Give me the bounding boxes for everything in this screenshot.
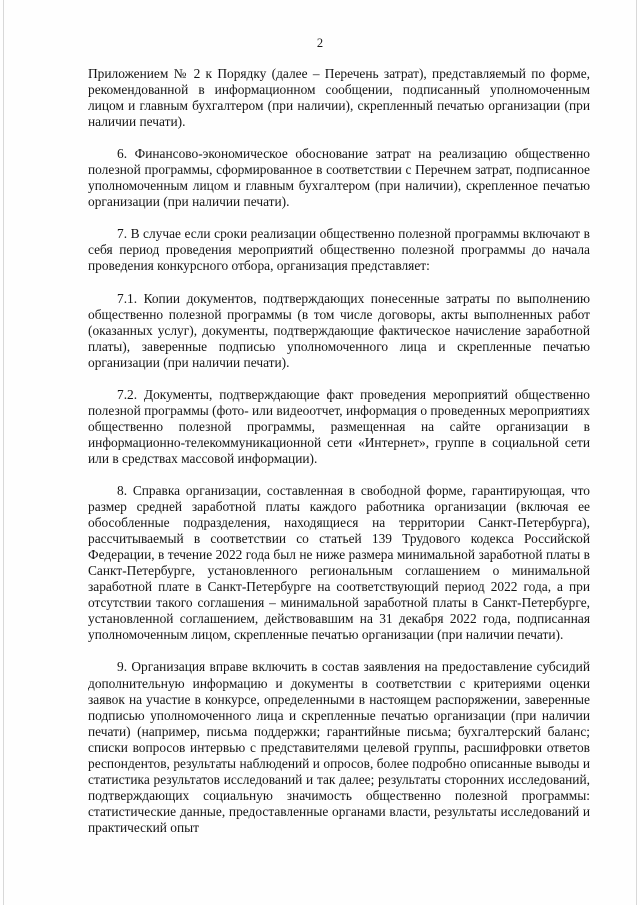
paragraph-item-6: 6. Финансово-экономическое обоснование затрат на реализацию общественно полезной программы, сформированное в соответствии с Перечнем затрат, подписанное уполномоченным лицом и главным бухгалтером (при наличии), скрепленное печатью организации (при наличии печати). xyxy=(88,146,590,210)
paragraph-item-8: 8. Справка организации, составленная в свободной форме, гарантирующая, что размер средней заработной платы каждого работника организации (включая ее обособленные подразделения, находящиеся на территории Санкт-Петербурга), рассчитываемый в соответствии со статьей 139 Трудового кодекса Российской Федерации, в течение 2022 года был не ниже размера минимальной заработной платы в Санкт-Петербурге, установленного региональным соглашением о минимальной заработной плате в Санкт-Петербурге на соответствующий период 2022 года, а при отсутствии такого соглашения – минимальной заработной платы в Санкт-Петербурге, установленной соглашением, действовавшим на 31 декабря 2022 года, подписанная уполномоченным лицом, скрепленные печатью организации (при наличии печати). xyxy=(88,482,590,643)
scan-edge-right xyxy=(636,0,637,905)
paragraph-continuation: Приложением № 2 к Порядку (далее – Перечень затрат), представляемый по форме, рекомендованной в информационном сообщении, подписанный уполномоченным лицом и главным бухгалтером (при наличии), скрепленный печатью организации (при наличии печати). xyxy=(88,66,590,130)
document-body xyxy=(88,66,590,852)
paragraph-item-7-1: 7.1. Копии документов, подтверждающих понесенные затраты по выполнению общественно полезной программы (в том числе договоры, акты выполненных работ (оказанных услуг), документы, подтверждающие фактическое начисление заработной платы), заверенные подписью уполномоченного лица и скрепленные печатью организации (при наличии печати). xyxy=(88,290,590,370)
paragraph-item-7-2: 7.2. Документы, подтверждающие факт проведения мероприятий общественно полезной программы (фото- или видеоотчет, информация о проведенных мероприятиях общественно полезной программы, размещенная на сайте организации в информационно-телекоммуникационной сети «Интернет», группе в социальной сети или в средствах массовой информации). xyxy=(88,386,590,466)
page-number: 2 xyxy=(316,36,324,50)
scan-edge-left xyxy=(3,0,4,905)
paragraph-item-9: 9. Организация вправе включить в состав заявления на предоставление субсидий дополнительную информацию и документы в соответствии с критериями оценки заявок на участие в конкурсе, определенными в настоящем распоряжении, заверенные подписью уполномоченного лица и скрепленные печатью организации (при наличии печати) (например, письма поддержки; гарантийные письма; бухгалтерский баланс; списки вопросов интервью с представителями целевой группы, расшифровки ответов респондентов, результаты наблюдений и опросов, более подробно описанные выводы и статистика результатов исследований и так далее; результаты сторонних исследований, подтверждающих социальную значимость общественно полезной программы: статистические данные, предоставленные органами власти, результаты исследований и практический опыт xyxy=(88,659,590,835)
paragraph-item-7: 7. В случае если сроки реализации общественно полезной программы включают в себя период проведения мероприятий общественно полезной программы до начала проведения конкурсного отбора, организация представляет: xyxy=(88,226,590,274)
